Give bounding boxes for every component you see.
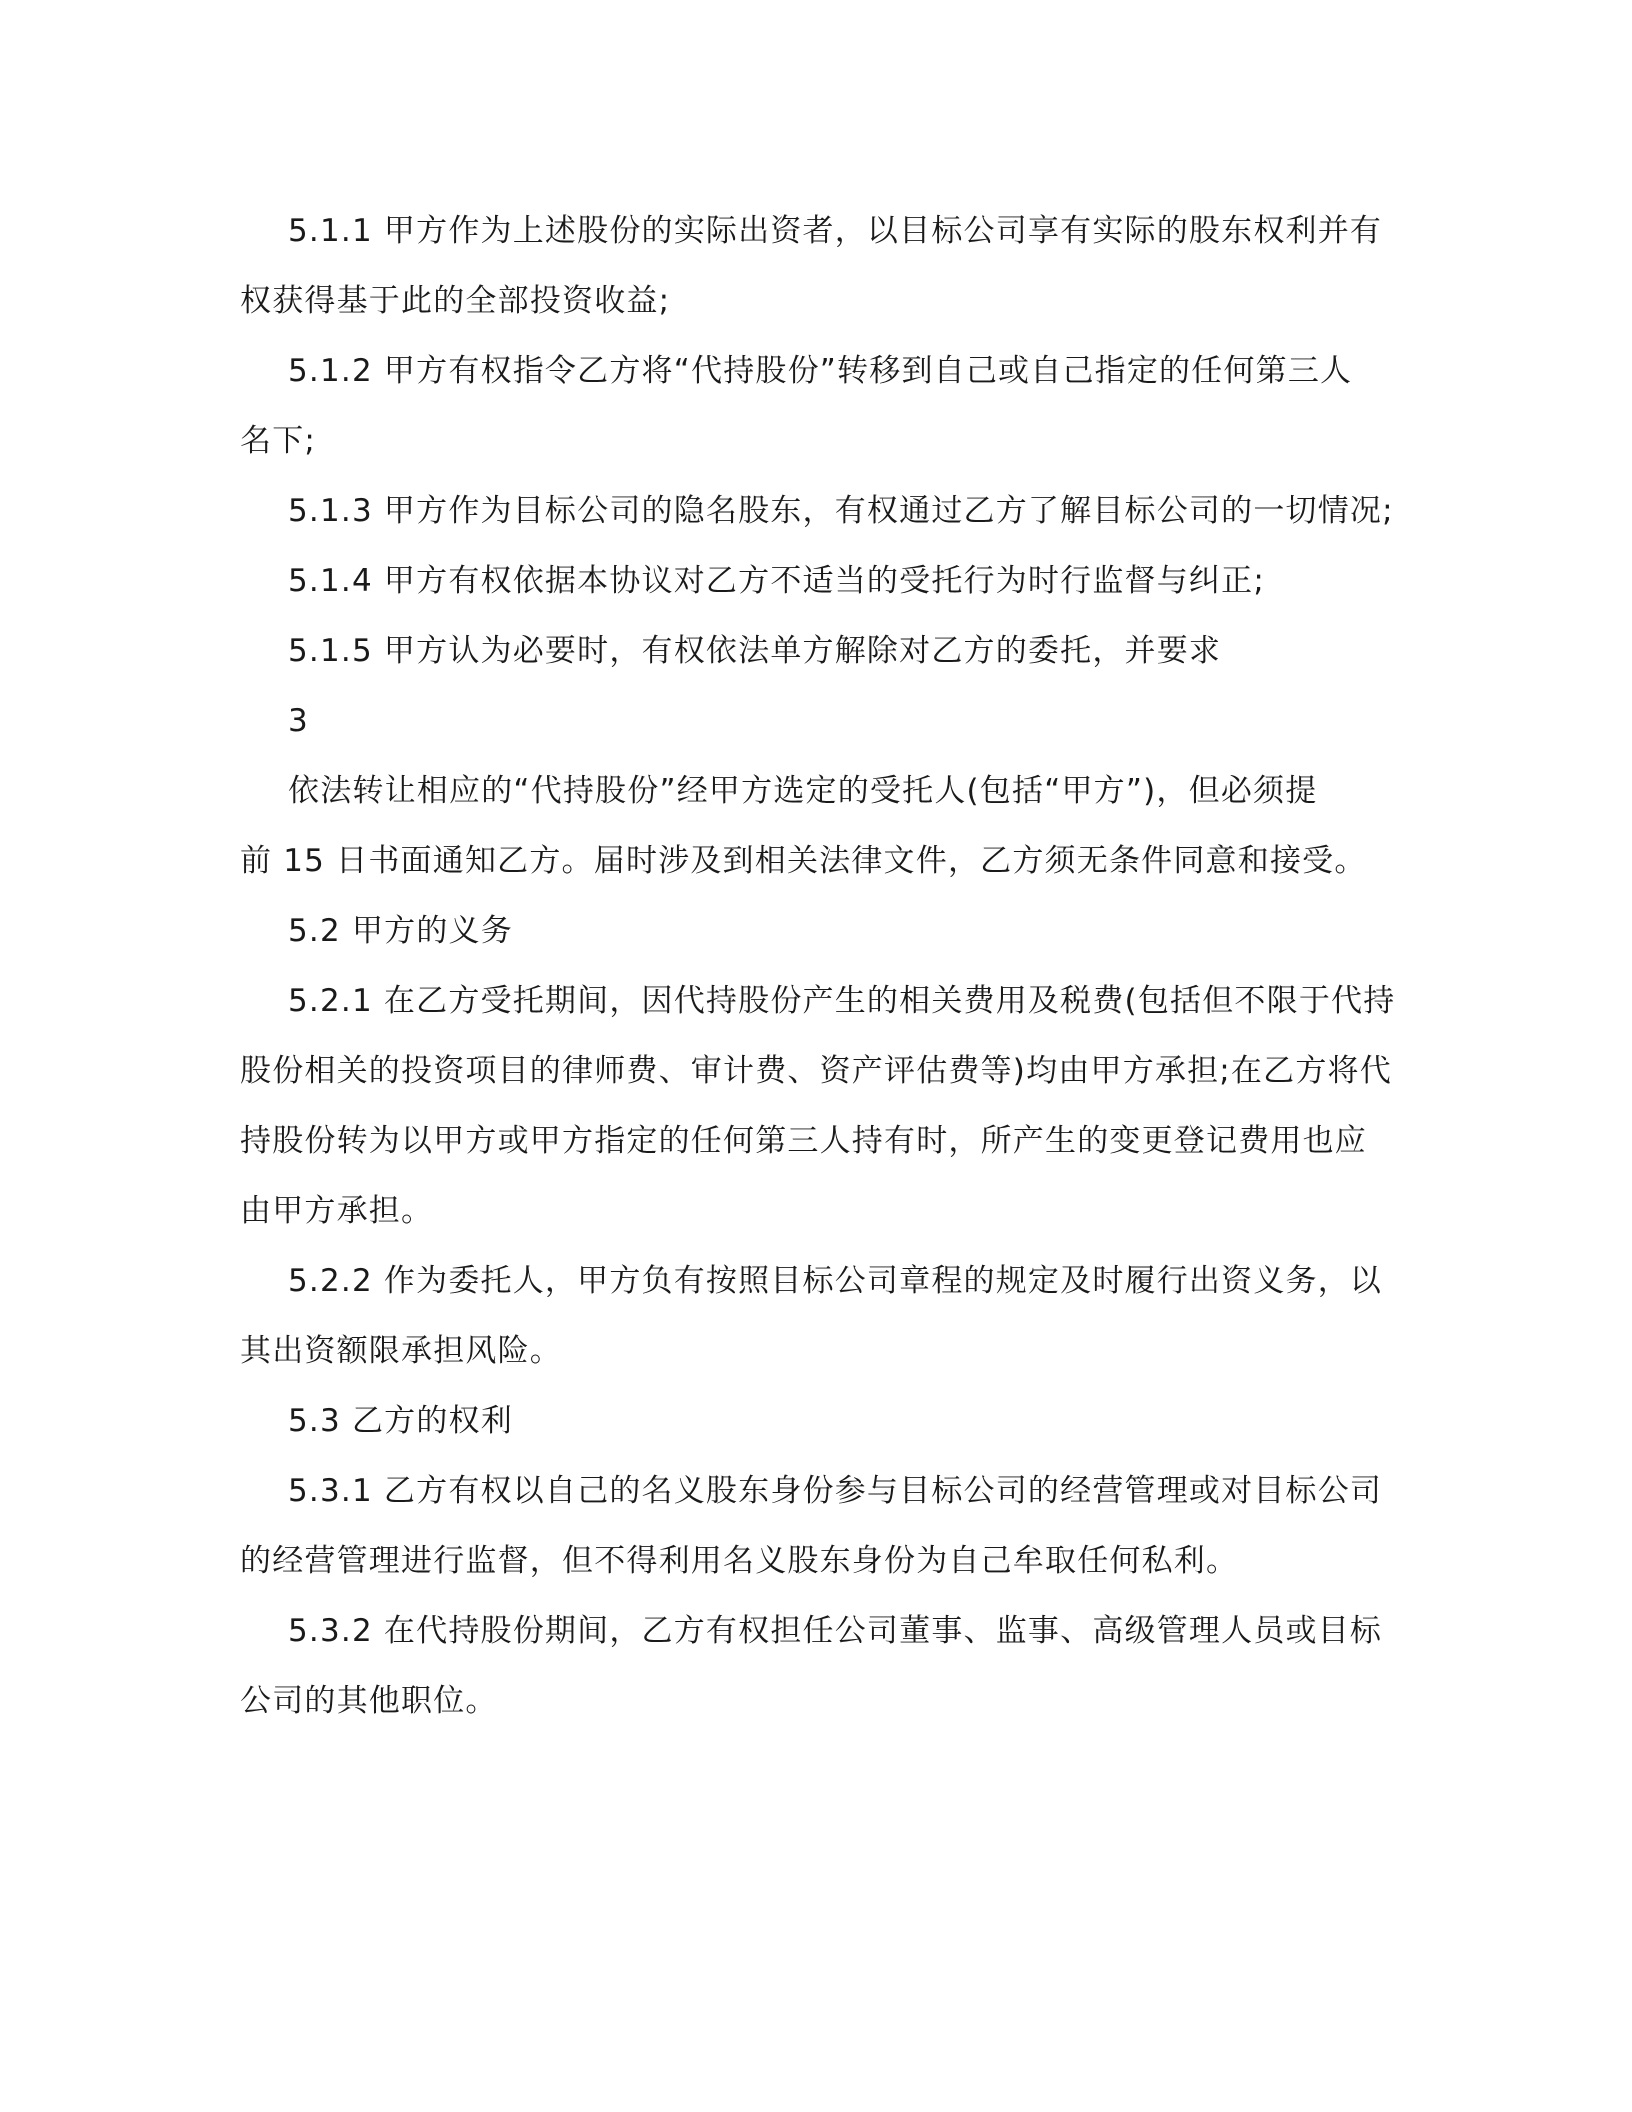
clause-5-1-1-line-2: 权获得基于此的全部投资收益; [240,283,671,319]
clause-5-1-3: 5.1.3 甲方作为目标公司的隐名股东，有权通过乙方了解目标公司的一切情况; [288,493,1394,529]
section-5-2-heading: 5.2 甲方的义务 [288,913,513,949]
clause-5-1-2-line-1: 5.1.2 甲方有权指令乙方将“代持股份”转移到自己或自己指定的任何第三人 [288,353,1353,389]
clause-5-2-1-line-2: 股份相关的投资项目的律师费、审计费、资产评估费等)均由甲方承担;在乙方将代 [240,1053,1392,1089]
clause-5-1-5-line-2: 依法转让相应的“代持股份”经甲方选定的受托人(包括“甲方”)，但必须提 [288,773,1318,809]
clause-5-1-5-line-1: 5.1.5 甲方认为必要时，有权依法单方解除对乙方的委托，并要求 [288,633,1222,669]
clause-5-2-2-line-1: 5.2.2 作为委托人，甲方负有按照目标公司章程的规定及时履行出资义务，以 [288,1263,1383,1299]
clause-5-3-1-line-1: 5.3.1 乙方有权以自己的名义股东身份参与目标公司的经营管理或对目标公司 [288,1473,1383,1509]
clause-5-1-2-line-2: 名下; [240,423,317,459]
clause-5-1-4: 5.1.4 甲方有权依据本协议对乙方不适当的受托行为时行监督与纠正; [288,563,1265,599]
clause-5-2-1-line-4: 由甲方承担。 [240,1193,434,1229]
clause-5-3-1-line-2: 的经营管理进行监督，但不得利用名义股东身份为自己牟取任何私利。 [240,1543,1239,1579]
clause-5-1-1-line-1: 5.1.1 甲方作为上述股份的实际出资者，以目标公司享有实际的股东权利并有 [288,213,1383,249]
clause-5-2-1-line-3: 持股份转为以甲方或甲方指定的任何第三人持有时，所产生的变更登记费用也应 [240,1123,1367,1159]
page-number: 3 [288,703,309,739]
clause-5-2-2-line-2: 其出资额限承担风险。 [240,1333,562,1369]
clause-5-3-2-line-2: 公司的其他职位。 [240,1683,498,1719]
clause-5-3-2-line-1: 5.3.2 在代持股份期间，乙方有权担任公司董事、监事、高级管理人员或目标 [288,1613,1383,1649]
clause-5-2-1-line-1: 5.2.1 在乙方受托期间，因代持股份产生的相关费用及税费(包括但不限于代持 [288,983,1396,1019]
section-5-3-heading: 5.3 乙方的权利 [288,1403,513,1439]
document-body [240,196,1396,1736]
clause-5-1-5-line-3: 前 15 日书面通知乙方。届时涉及到相关法律文件，乙方须无条件同意和接受。 [240,843,1367,879]
